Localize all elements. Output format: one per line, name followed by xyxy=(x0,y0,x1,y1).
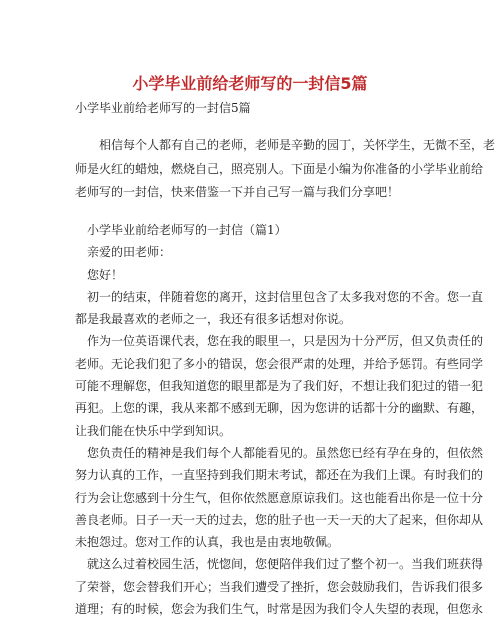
letter-heading: 小学毕业前给老师写的一封信（篇1） xyxy=(75,223,287,237)
body-line: 未抱怨过。您对工作的认真，我也是由衷地敬佩。 xyxy=(75,535,340,550)
body-line: 您负责任的精神是我们每个人都能看见的。虽然您已经有孕在身的，但依然 xyxy=(75,445,484,460)
body-line: 就这么过着校园生活，恍惚间，您便陪伴我们过了整个初一。当我们班获得 xyxy=(75,557,484,572)
letter-body xyxy=(75,219,484,620)
body-line: 了荣誉，您会替我们开心；当我们遭受了挫折，您会鼓励我们，告诉我们很多 xyxy=(75,579,484,594)
letter-salutation: 亲爱的田老师： xyxy=(75,245,172,260)
intro-line: 相信每个人都有自己的老师，老师是辛勤的园丁，关怀学生，无微不至，老 xyxy=(75,138,496,152)
body-line: 道理；有的时候，您会为我们生气，时常是因为我们令人失望的表现，但您永 xyxy=(75,602,484,617)
intro-paragraph xyxy=(75,134,496,205)
intro-line: 师是火红的蜡烛，燃烧自己，照亮别人。下面是小编为你准备的小学毕业前给 xyxy=(75,161,484,176)
body-line: 行为会让您感到十分生气，但你依然愿意原谅我们。这也能看出你是一位十分 xyxy=(75,490,484,505)
body-line: 初一的结束，伴随着您的离开，这封信里包含了太多我对您的不舍。您一直 xyxy=(75,289,484,304)
body-line: 作为一位英语课代表，您在我的眼里一，只是因为十分严厉，但又负责任的 xyxy=(75,334,484,349)
document-subtitle: 小学毕业前给老师写的一封信5篇 xyxy=(75,101,251,115)
body-line: 可能不理解您，但我知道您的眼里都是为了我们好，不想让我们犯过的错一犯 xyxy=(75,379,484,394)
body-line: 都是我最喜欢的老师之一，我还有很多话想对你说。 xyxy=(75,312,352,327)
body-line: 努力认真的工作，一直坚持到我们期末考试，都还在为我们上课。有时我们的 xyxy=(75,468,484,483)
intro-line: 老师写的一封信，快来借鉴一下并自己写一篇与我们分享吧！ xyxy=(75,185,400,199)
body-line: 让我们能在快乐中学到知识。 xyxy=(75,423,232,438)
body-line: 再犯。上您的课，我从来都不感到无聊，因为您讲的话都十分的幽默、有趣， xyxy=(75,401,484,416)
letter-greeting: 您好！ xyxy=(75,267,124,282)
body-line: 老师。无论我们犯了多小的错误，您会很严肃的处理，并给予惩罚。有些同学 xyxy=(75,356,484,371)
document-title: 小学毕业前给老师写的一封信5篇 xyxy=(132,74,368,93)
body-line: 善良老师。日子一天一天的过去，您的肚子也一天一天的大了起来，但你却从 xyxy=(75,512,484,527)
